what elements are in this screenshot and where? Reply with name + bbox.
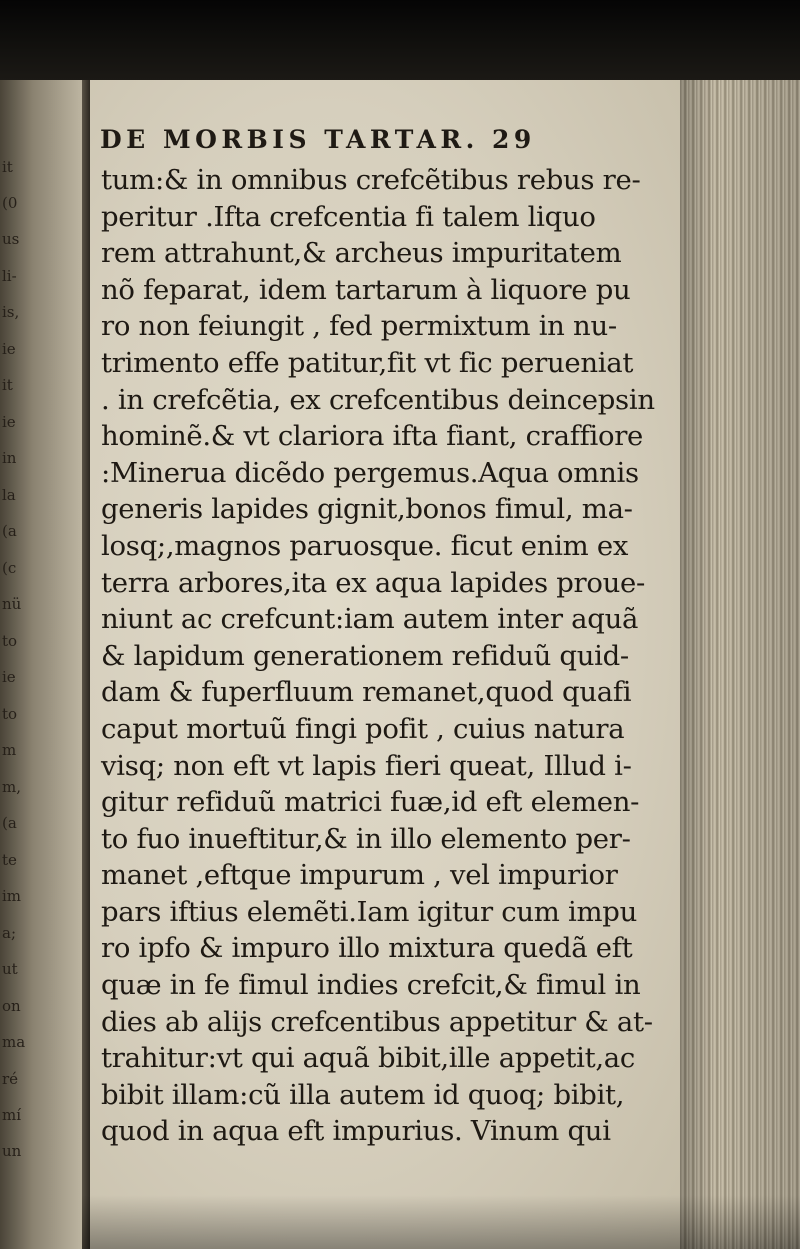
margin-fragment: ie [2, 340, 16, 358]
margin-fragment: nü [2, 595, 22, 613]
margin-fragment: ie [2, 413, 16, 431]
margin-fragment: li- [2, 267, 17, 285]
text-line: quæ in fe fimul indies crefcit,& fimul in [101, 969, 641, 1002]
margin-fragment: on [2, 997, 21, 1015]
text-line: visq; non eft vt lapis fieri queat, Illud i- [101, 749, 632, 782]
margin-fragment: (a [2, 814, 17, 832]
text-line: & lapidum generationem refiduũ quid- [101, 639, 629, 672]
text-line: peritur .Ifta crefcentia fi talem liquo [101, 200, 596, 233]
text-line: manet ,eftque impurum , vel impurior [101, 859, 618, 892]
margin-fragment: la [2, 486, 16, 504]
text-line: trahitur:vt qui aquã bibit,ille appetit,ac [101, 1042, 636, 1075]
facing-page-edge [0, 80, 82, 1249]
margin-fragment: m, [2, 778, 21, 796]
text-line: hominẽ.& vt clariora ifta fiant, craffiore [101, 420, 644, 453]
text-line: generis lapides gignit,bonos fimul, ma- [101, 493, 633, 526]
running-head: DE MORBIS TARTAR. 29 [100, 125, 536, 154]
text-line: dam & fuperfluum remanet,quod quafi [101, 676, 632, 709]
text-line: nõ feparat, idem tartarum à liquore pu [101, 273, 631, 306]
margin-fragment: is, [2, 303, 20, 321]
text-line: bibit illam:cũ illa autem id quoq; bibit, [101, 1078, 625, 1111]
bottom-shadow [82, 1195, 800, 1249]
book-gutter [82, 80, 90, 1249]
margin-fragment: in [2, 449, 17, 467]
margin-fragment: us [2, 230, 20, 248]
margin-fragment: mí [2, 1106, 22, 1124]
top-shadow [0, 0, 800, 80]
margin-fragment: to [2, 632, 18, 650]
text-line: losq;,magnos paruosque. ficut enim ex [101, 529, 629, 562]
margin-fragment: to [2, 705, 18, 723]
margin-fragment: im [2, 887, 22, 905]
margin-fragment: (0 [2, 194, 18, 212]
text-line: tum:& in omnibus crefcẽtibus rebus re- [101, 164, 641, 196]
margin-fragment: it [2, 158, 13, 176]
margin-fragment: un [2, 1142, 22, 1160]
text-line: trimento effe patitur,fit vt fic perueniat [101, 346, 634, 379]
text-line: quod in aqua eft impurius. Vinum qui [101, 1115, 611, 1148]
text-line: :Minerua dicẽdo pergemus.Aqua omnis [101, 456, 639, 489]
margin-fragment: ré [2, 1070, 19, 1088]
text-line: niunt ac crefcunt:iam autem inter aquã [101, 603, 639, 636]
page-stack-edge [680, 80, 800, 1249]
margin-fragment: te [2, 851, 17, 869]
margin-fragment: ie [2, 668, 16, 686]
margin-fragment: (c [2, 559, 17, 577]
text-line: pars iftius elemẽti.Iam igitur cum impu [101, 895, 638, 928]
margin-fragment: m [2, 741, 17, 759]
margin-fragment: a; [2, 924, 16, 942]
margin-fragment: (a [2, 522, 17, 540]
text-line: to fuo inueftitur,& in illo elemento per- [101, 822, 631, 855]
text-line: caput mortuũ fingi pofit , cuius natura [101, 712, 625, 745]
text-line: dies ab alijs crefcentibus appetitur & at- [101, 1005, 653, 1038]
text-line: rem attrahunt,& archeus impuritatem [101, 237, 622, 270]
text-line: . in crefcẽtia, ex crefcentibus deincepsin [101, 383, 655, 416]
text-line: terra arbores,ita ex aqua lapides proue- [101, 566, 645, 599]
margin-fragment: it [2, 376, 13, 394]
text-line: gitur refiduũ matrici fuæ,id eft elemen- [101, 786, 640, 819]
margin-fragment: ma [2, 1033, 26, 1051]
text-line: ro non feiungit , fed permixtum in nu- [101, 310, 617, 343]
body-text [101, 162, 676, 1150]
text-line: ro ipfo & impuro illo mixtura quedã eft [101, 932, 633, 965]
margin-fragment: ut [2, 960, 18, 978]
